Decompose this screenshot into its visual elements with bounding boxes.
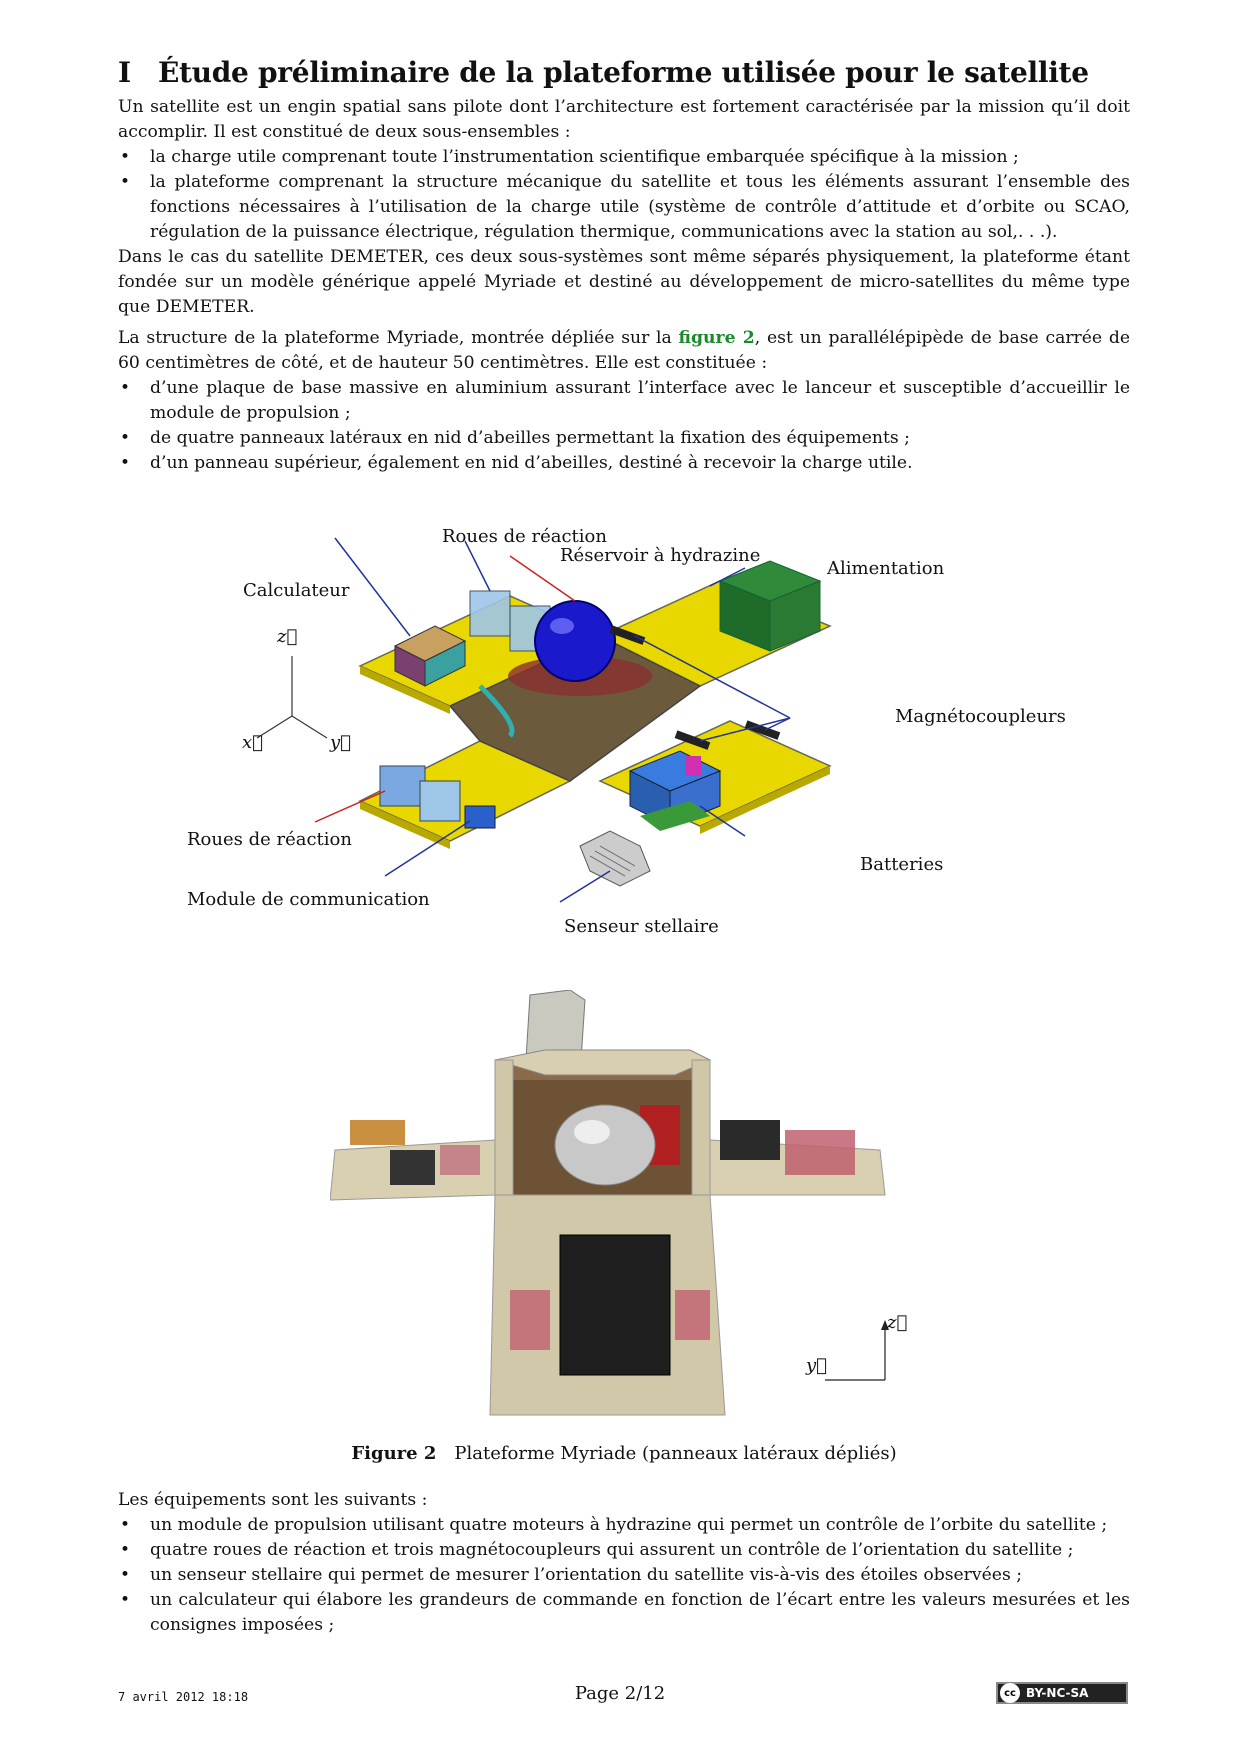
equipment-list	[118, 1513, 1130, 1638]
label-module-communication: Module de communication	[187, 889, 430, 910]
intro-bullet-1: • la charge utile comprenant toute l’instrumentation scientifique embarquée spécifique à la mission ;	[118, 145, 1130, 170]
caption-label: Figure 2	[351, 1443, 437, 1464]
structure-text-end: , est un parallélépipède de base carrée de 60 centimètres de côté, et de hauteur 50 centimètres. Elle est constituée :	[118, 328, 1130, 373]
intro-paragraph: Un satellite est un engin spatial sans pilote dont l’architecture est fortement caractérisée par la mission qu’il doit accomplir. Il est constitué de deux sous-ensembles :	[118, 97, 1130, 142]
photo-panel-right-wires	[785, 1130, 855, 1175]
section-number: I	[118, 56, 131, 89]
axis-z-label: z⃗	[277, 626, 298, 647]
structure-paragraph	[118, 326, 1130, 376]
main-content	[118, 56, 1130, 476]
label-reservoir-hydrazine: Réservoir à hydrazine	[560, 545, 761, 566]
label-batteries: Batteries	[860, 854, 944, 875]
photo-tank	[555, 1105, 655, 1185]
photo-bottom-wires-2	[675, 1290, 710, 1340]
intro-list	[118, 145, 1130, 245]
photo-bottom-wires-1	[510, 1290, 550, 1350]
equipment-bullet-1: • un module de propulsion utilisant quatre moteurs à hydrazine qui permet un contrôle de l’orbite du satellite ;	[118, 1513, 1130, 1538]
label-magnetocoupleurs: Magnétocoupleurs	[895, 706, 1066, 727]
photo-black-unit	[560, 1235, 670, 1375]
structure-bullet-1: • d’une plaque de base massive en aluminium assurant l’interface avec le lanceur et susceptible d’accueillir le module de propulsion ;	[118, 376, 1130, 426]
label-calculateur: Calculateur	[243, 580, 350, 601]
communication-module	[465, 806, 495, 828]
platform-photo	[330, 990, 950, 1420]
photo-panel-left-wheel	[390, 1150, 435, 1185]
structure-bullet-2: • de quatre panneaux latéraux en nid d’abeilles permettant la fixation des équipements ;	[118, 426, 1130, 451]
label-roues-reaction-top: Roues de réaction	[442, 526, 607, 547]
label-senseur-stellaire: Senseur stellaire	[564, 916, 719, 937]
label-roues-reaction-bottom: Roues de réaction	[187, 829, 352, 850]
reaction-wheel-4	[420, 781, 460, 821]
license-badge[interactable]	[996, 1682, 1128, 1704]
equipment-bullet-2: • quatre roues de réaction et trois magnétocoupleurs qui assurent un contrôle de l’orientation du satellite ;	[118, 1538, 1130, 1563]
structure-list	[118, 376, 1130, 476]
footer-date: 7 avril 2012 18:18	[118, 1690, 249, 1704]
intro-bullet-2: • la plateforme comprenant la structure mécanique du satellite et tous les éléments assurant l’ensemble des fonctions nécessaires à l’utilisation de la charge utile (système de contrôle d’attitude et d’orbite ou SCAO, régulation de la puissance électrique, régulation thermique, communications avec la station au sol,. . .).	[118, 170, 1130, 245]
cc-icon: cc	[1000, 1683, 1020, 1703]
section-heading	[118, 56, 1130, 89]
equipment-intro: Les équipements sont les suivants :	[118, 1490, 428, 1510]
figure-link[interactable]: figure 2	[678, 328, 755, 348]
axis-y-label: y⃗	[330, 732, 351, 753]
figure-caption	[118, 1443, 1130, 1464]
footer-page-number: Page 2/12	[574, 1683, 666, 1704]
leader-roues-top	[465, 541, 490, 591]
photo-tank-shine	[574, 1120, 610, 1144]
photo-panel-right-box	[720, 1120, 780, 1160]
hydrazine-tank	[535, 601, 615, 681]
structure-bullet-3: • d’un panneau supérieur, également en nid d’abeilles, destiné à recevoir la charge utile.	[118, 451, 1130, 476]
equipment-section	[118, 1488, 1130, 1638]
platform-photo-svg	[330, 990, 950, 1420]
demeter-paragraph: Dans le cas du satellite DEMETER, ces deux sous-systèmes sont même séparés physiquement, la plateforme étant fondée sur un modèle générique appelé Myriade et destiné au développement de micro-satellites du même type que DEMETER.	[118, 247, 1130, 317]
battery-connector	[685, 756, 701, 776]
reaction-wheel-3	[380, 766, 425, 806]
photo-axis-y-label: y⃗	[806, 1355, 827, 1376]
equipment-bullet-3: • un senseur stellaire qui permet de mesurer l’orientation du satellite vis-à-vis des étoiles observées ;	[118, 1563, 1130, 1588]
tank-highlight	[550, 618, 574, 634]
platform-cad-diagram	[180, 526, 1080, 966]
reaction-wheel-1	[470, 591, 510, 636]
section-title: Étude préliminaire de la plateforme utilisée pour le satellite	[158, 56, 1089, 89]
caption-text: Plateforme Myriade (panneaux latéraux dépliés)	[454, 1443, 897, 1464]
equipment-bullet-4: • un calculateur qui élabore les grandeurs de commande en fonction de l’écart entre les valeurs mesurées et les consignes imposées ;	[118, 1588, 1130, 1638]
photo-axis-z-label: z⃗	[887, 1312, 908, 1333]
structure-text-start: La structure de la plateforme Myriade, montrée dépliée sur la	[118, 328, 679, 348]
photo-panel-left-box	[350, 1120, 405, 1145]
label-alimentation: Alimentation	[827, 558, 945, 579]
axis-x-label: x⃗	[242, 732, 263, 753]
axis-y-line	[292, 716, 327, 738]
leader-senseur	[560, 871, 610, 902]
license-text: BY-NC-SA	[1026, 1686, 1089, 1700]
star-sensor	[580, 831, 650, 886]
photo-panel-left-wires	[440, 1145, 480, 1175]
